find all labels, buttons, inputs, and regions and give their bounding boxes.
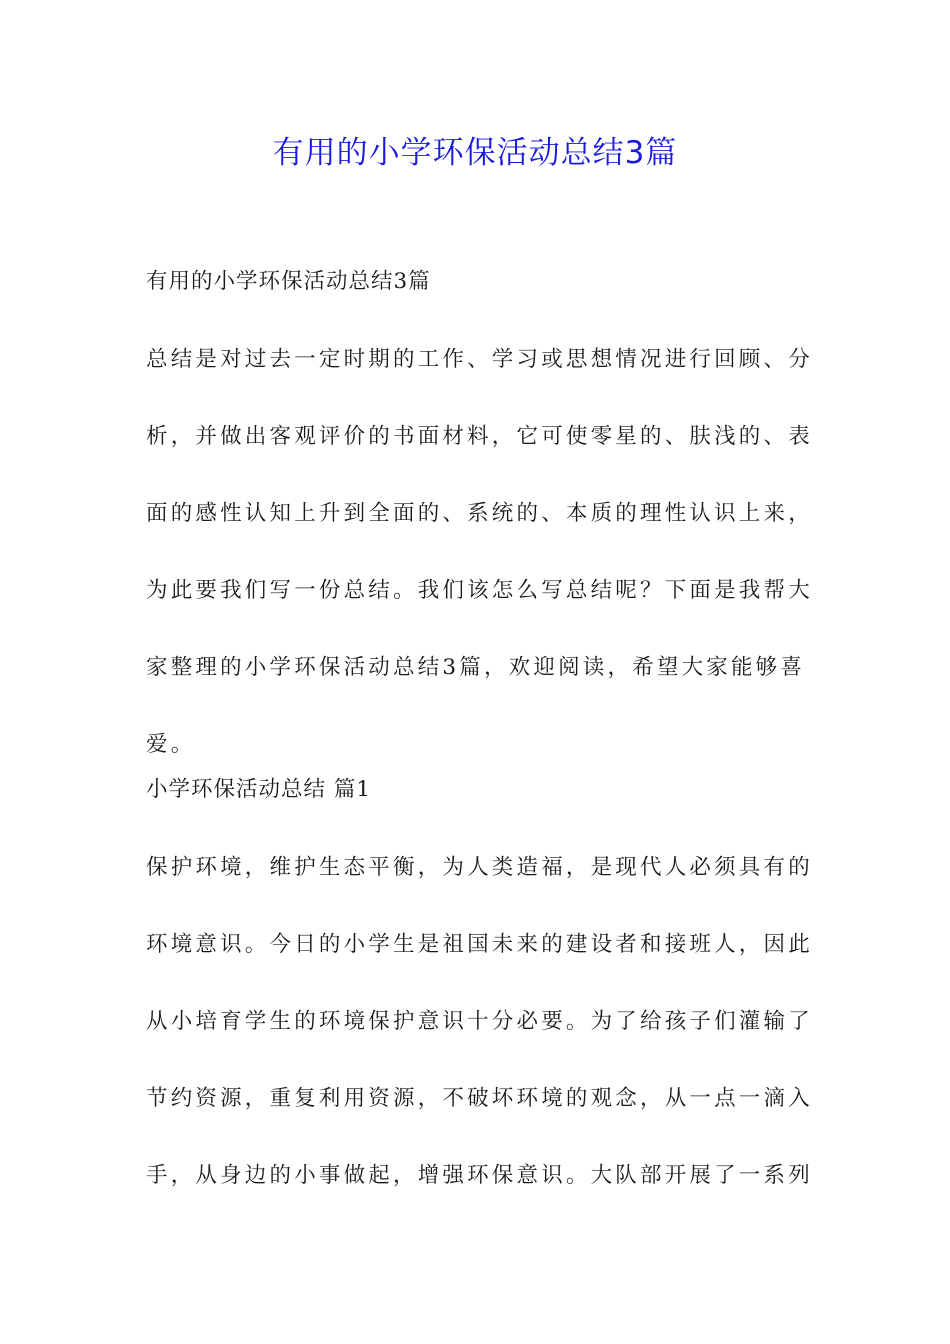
paragraph-line: 环境意识。今日的小学生是祖国未来的建设者和接班人，因此 (146, 932, 813, 957)
section-paragraph (146, 848, 813, 1196)
document-title: 有用的小学环保活动总结3篇 (272, 135, 678, 171)
paragraph-line: 节约资源，重复利用资源，不破坏环境的观念，从一点一滴入 (146, 1086, 813, 1111)
intro-paragraph (146, 340, 813, 765)
paragraph-line: 爱。 (146, 732, 196, 757)
document-subtitle: 有用的小学环保活动总结3篇 (146, 269, 431, 294)
paragraph-line: 总结是对过去一定时期的工作、学习或思想情况进行回顾、分 (146, 347, 813, 372)
paragraph-line: 为此要我们写一份总结。我们该怎么写总结呢？下面是我帮大 (146, 578, 813, 603)
paragraph-line: 保护环境，维护生态平衡，为人类造福，是现代人必须具有的 (146, 855, 813, 880)
paragraph-line: 家整理的小学环保活动总结3篇，欢迎阅读，希望大家能够喜 (146, 655, 806, 680)
paragraph-line: 析，并做出客观评价的书面材料，它可使零星的、肤浅的、表 (146, 424, 813, 449)
paragraph-line: 从小培育学生的环境保护意识十分必要。为了给孩子们灌输了 (146, 1009, 813, 1034)
section-heading: 小学环保活动总结 篇1 (146, 777, 372, 802)
paragraph-line: 手，从身边的小事做起，增强环保意识。大队部开展了一系列 (146, 1163, 813, 1188)
paragraph-line: 面的感性认知上升到全面的、系统的、本质的理性认识上来， (146, 501, 813, 526)
